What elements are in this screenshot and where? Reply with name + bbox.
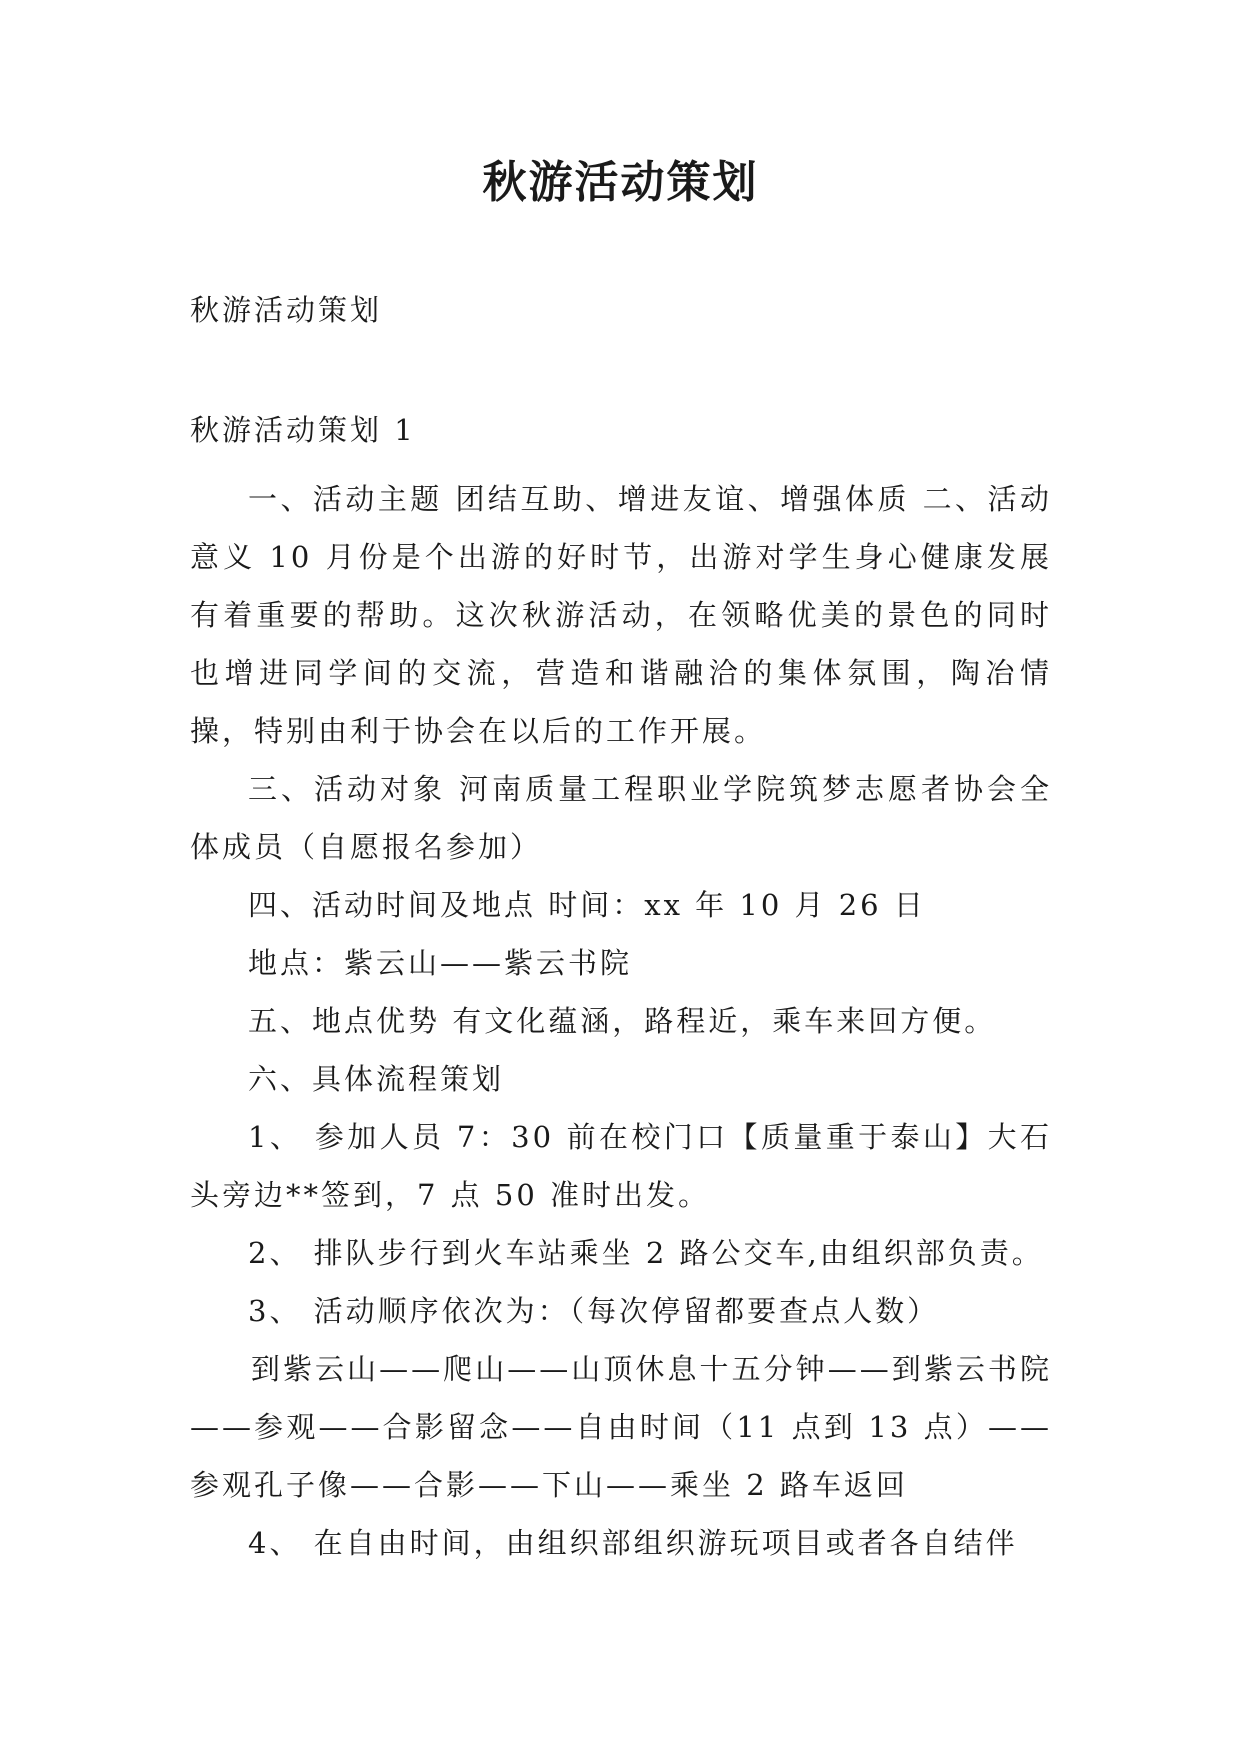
paragraph-step-4: 4、 在自由时间，由组织部组织游玩项目或者各自结伴 [248, 1526, 1018, 1560]
paragraph-step-2: 2、 排队步行到火车站乘坐 2 路公交车,由组织部负责。 [248, 1236, 1044, 1270]
document-body [190, 470, 1052, 1572]
document-title: 秋游活动策划 [482, 157, 759, 208]
section-heading: 秋游活动策划 1 [190, 413, 416, 447]
paragraph-advantages: 五、地点优势 有文化蕴涵，路程近，乘车来回方便。 [248, 1004, 997, 1038]
paragraph-theme-meaning: 一、活动主题 团结互助、增进友谊、增强体质 二、活动意义 10 月份是个出游的好时节，出游对学生身心健康发展有着重要的帮助。这次秋游活动，在领略优美的景色的同时也增进同学间的交流，营造和谐融洽的集体氛围，陶冶情操，特别由利于协会在以后的工作开展。 [190, 482, 1052, 748]
document-subtitle: 秋游活动策划 [190, 293, 383, 327]
paragraph-route: 到紫云山——爬山——山顶休息十五分钟——到紫云书院——参观——合影留念——自由时间（11 点到 13 点）——参观孔子像——合影——下山——乘坐 2 路车返回 [190, 1352, 1052, 1502]
paragraph-participants: 三、活动对象 河南质量工程职业学院筑梦志愿者协会全体成员（自愿报名参加） [190, 772, 1052, 864]
paragraph-step-3: 3、 活动顺序依次为：（每次停留都要查点人数） [248, 1294, 940, 1328]
paragraph-step-1: 1、 参加人员 7：30 前在校门口【质量重于泰山】大石头旁边**签到，7 点 50 准时出发。 [190, 1120, 1052, 1212]
paragraph-location: 地点：紫云山——紫云书院 [248, 946, 633, 980]
paragraph-process-heading: 六、具体流程策划 [248, 1062, 505, 1096]
paragraph-time: 四、活动时间及地点 时间：xx 年 10 月 26 日 [248, 888, 926, 922]
